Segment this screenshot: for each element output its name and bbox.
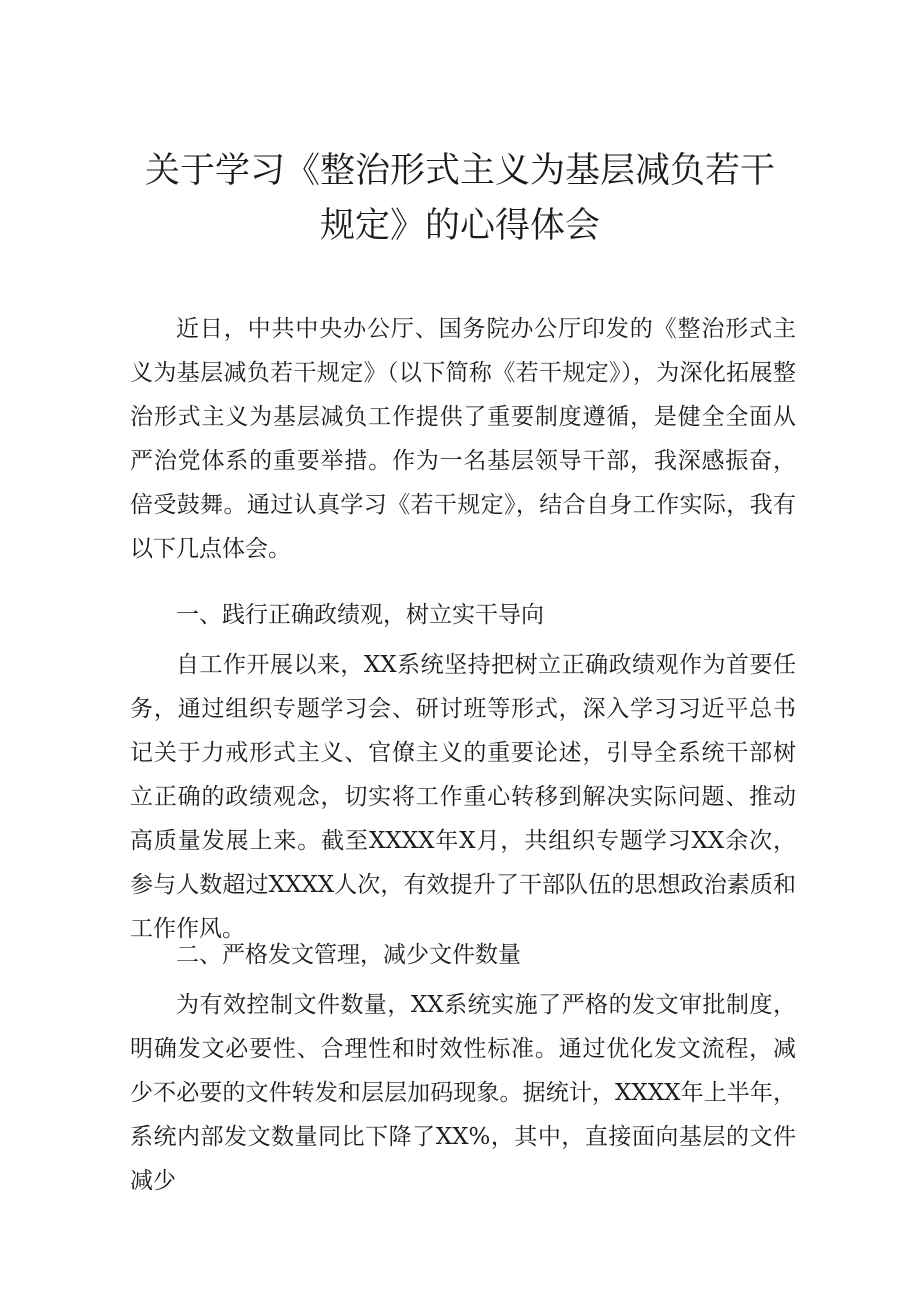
title-line-1: 关于学习《整治形式主义为基层减负若干 (144, 151, 775, 191)
intro-paragraph: 近日，中共中央办公厅、国务院办公厅印发的《整治形式主义为基层减负若干规定》（以下简称《若干规定》），为深化拓展整治形式主义为基层减负工作提供了重要制度遵循，是健全全面从严治党体系的重要举措。作为一名基层领导干部，我深感振奋，倍受鼓舞。通过认真学习《若干规定》，结合自身工作实际，我有以下几点体会。 (130, 316, 796, 562)
section-2-paragraph: 为有效控制文件数量，XX系统实施了严格的发文审批制度，明确发文必要性、合理性和时效性标准。通过优化发文流程，减少不必要的文件转发和层层加码现象。据统计，XXXX年上半年，系统内部发文数量同比下降了XX%，其中，直接面向基层的文件减少 (130, 992, 796, 1194)
section-2-heading: 二、严格发文管理，减少文件数量 (176, 942, 521, 968)
section-1-heading: 一、践行正确政绩观，树立实干导向 (176, 602, 544, 628)
document-title (100, 144, 820, 254)
section-1-paragraph: 自工作开展以来，XX系统坚持把树立正确政绩观作为首要任务，通过组织专题学习会、研讨班等形式，深入学习习近平总书记关于力戒形式主义、官僚主义的重要论述，引导全系统干部树立正确的政绩观念，切实将工作重心转移到解决实际问题、推动高质量发展上来。截至XXXX年X月，共组织专题学习XX余次，参与人数超过XXXX人次，有效提升了干部队伍的思想政治素质和工作作风。 (130, 652, 796, 942)
title-line-2: 规定》的心得体会 (319, 206, 600, 246)
